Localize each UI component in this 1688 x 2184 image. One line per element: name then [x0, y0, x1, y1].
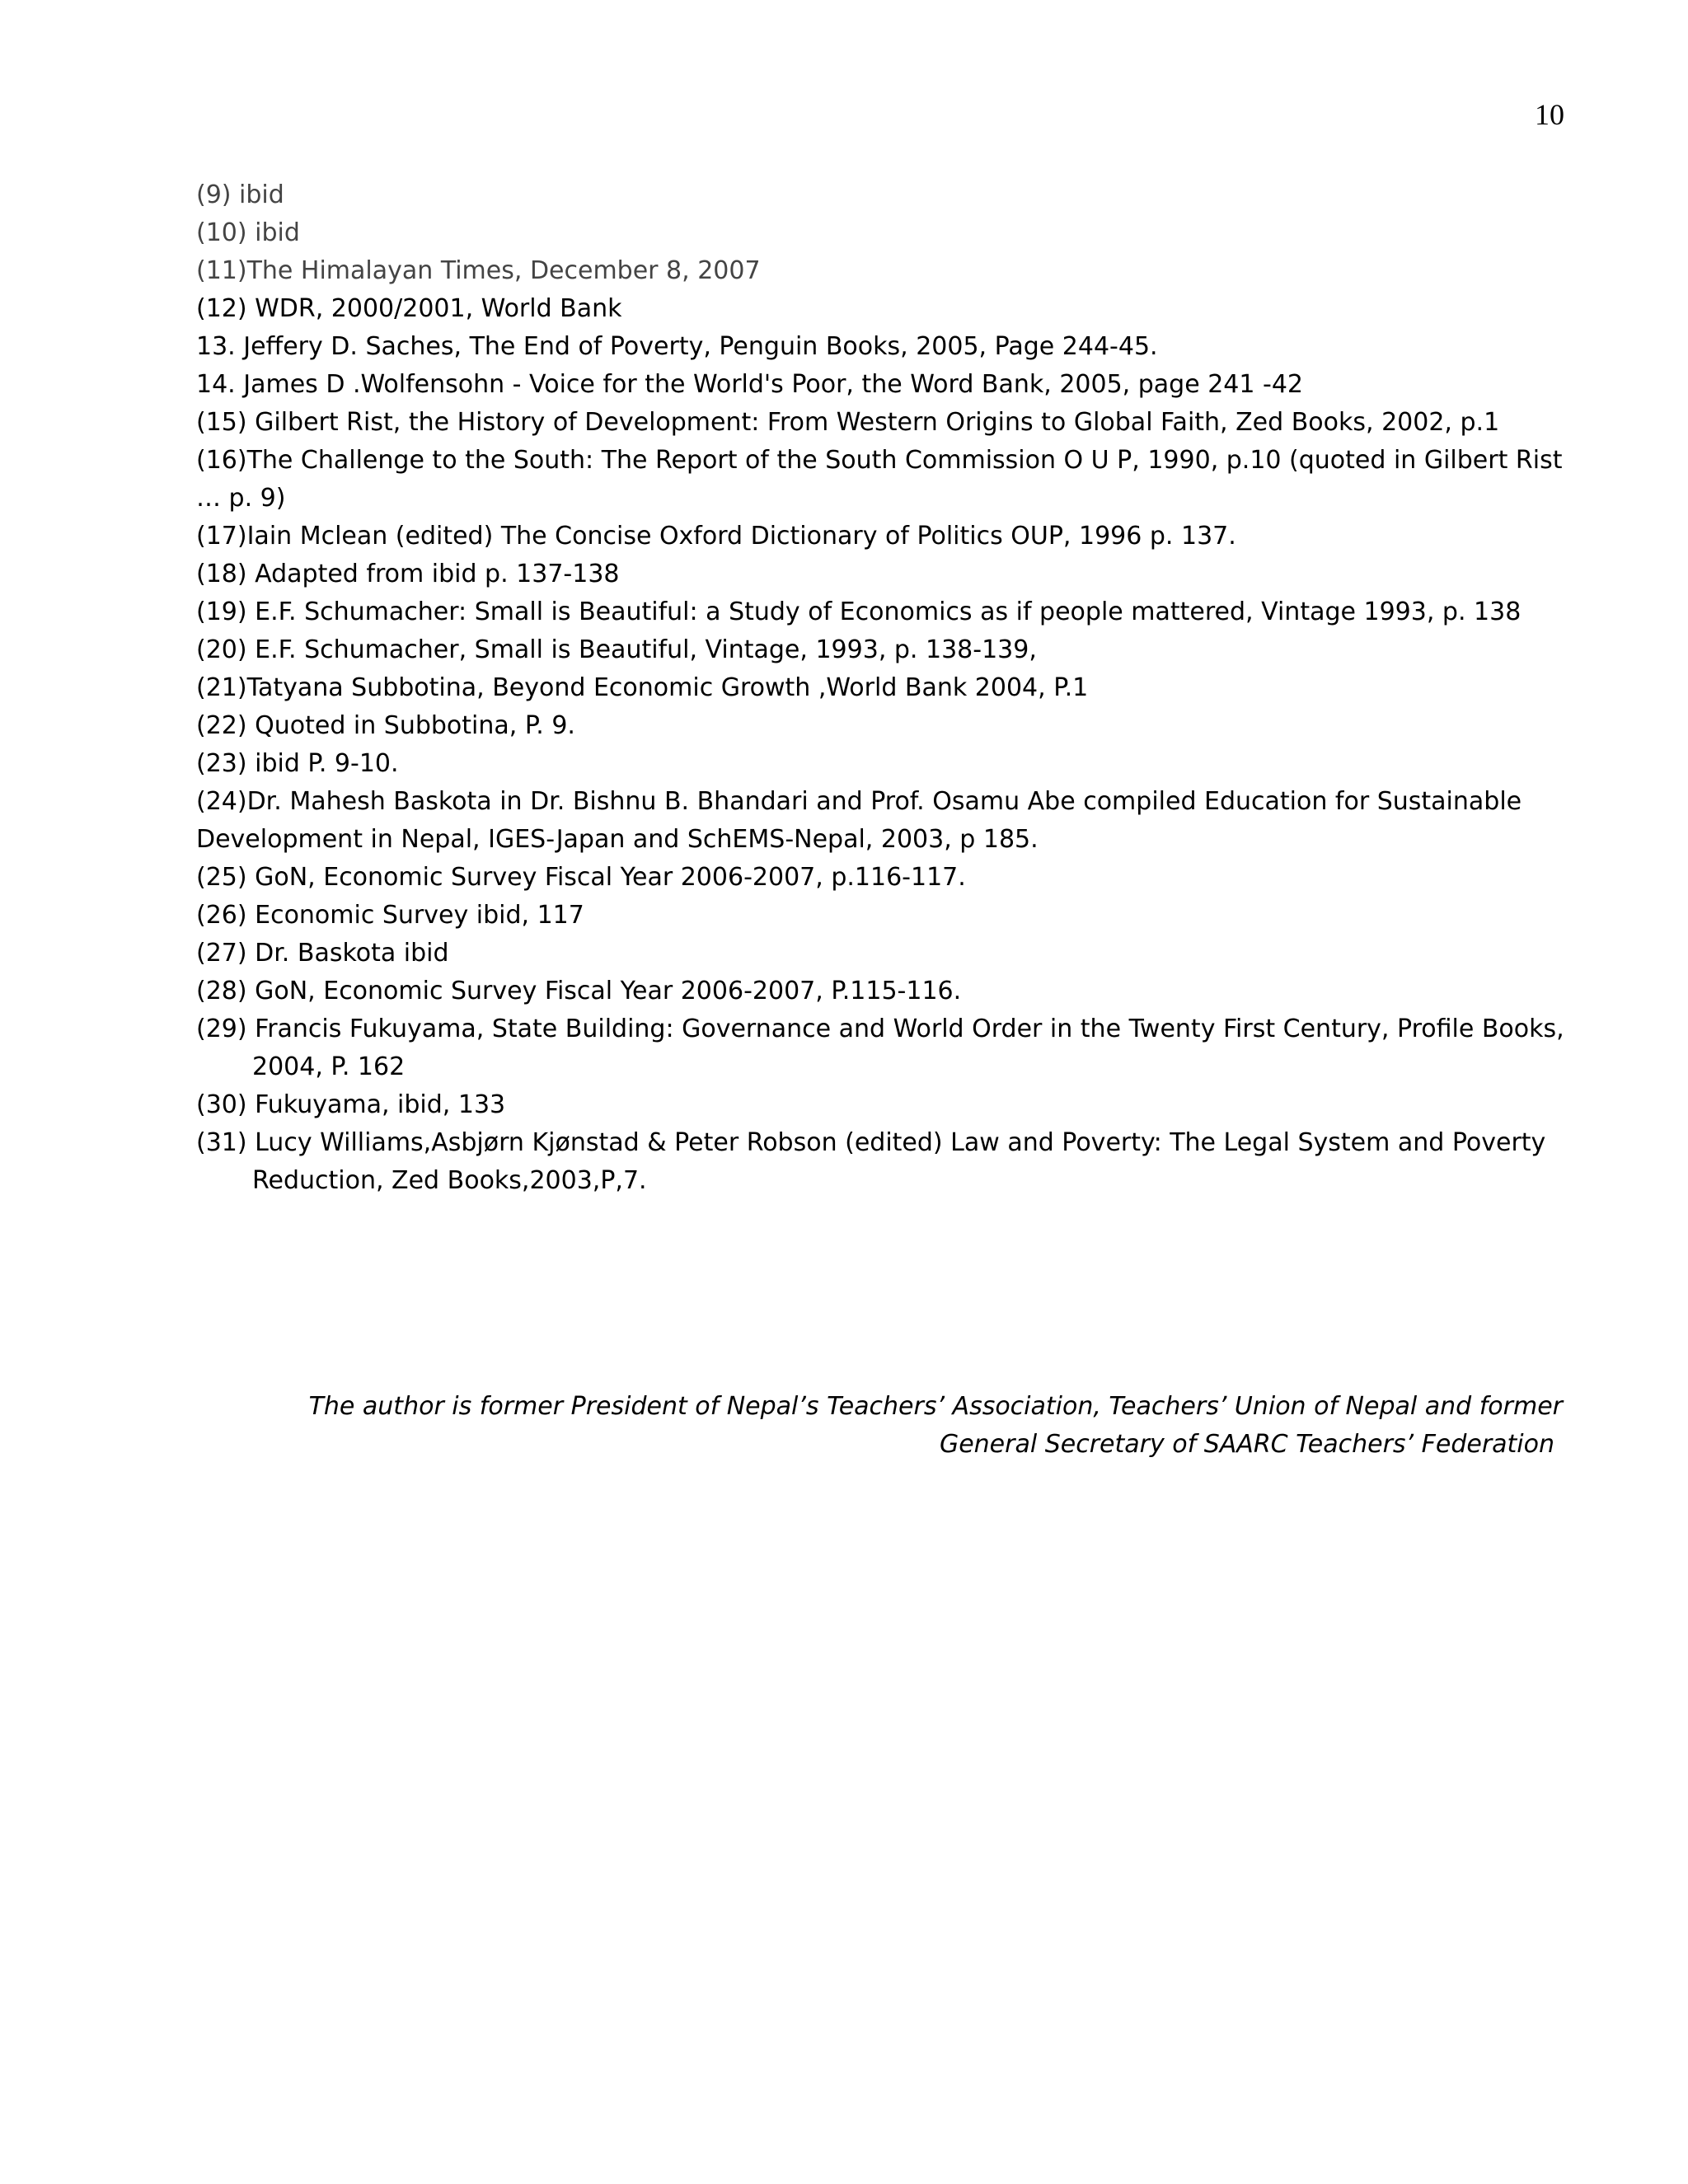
page-number: 10	[1535, 98, 1564, 131]
reference-item: (25) GoN, Economic Survey Fiscal Year 2006-2007, p.116-117.	[196, 863, 966, 892]
author-note-line: The author is former President of Nepal’s Teachers’ Association, Teachers’ Union of Nepal and former	[308, 1392, 1563, 1421]
reference-item: (15) Gilbert Rist, the History of Development: From Western Origins to Global Faith, Zed Books, 2002, p.1	[196, 408, 1500, 437]
reference-item: (28) GoN, Economic Survey Fiscal Year 2006-2007, P.115-116.	[196, 977, 962, 1005]
reference-item: (12) WDR, 2000/2001, World Bank	[196, 294, 622, 323]
references-list	[196, 176, 1573, 1200]
reference-item: (30) Fukuyama, ibid, 133	[196, 1090, 506, 1119]
reference-item: (22) Quoted in Subbotina, P. 9.	[196, 711, 575, 740]
reference-item: (26) Economic Survey ibid, 117	[196, 901, 584, 930]
reference-item: (16)The Challenge to the South: The Report of the South Commission O U P, 1990, p.10 (quoted in Gilbert Rist … p. 9)	[196, 446, 1563, 513]
reference-item: 13. Jeffery D. Saches, The End of Poverty, Penguin Books, 2005, Page 244-45.	[196, 332, 1158, 361]
author-note-line: General Secretary of SAARC Teachers’ Federation	[939, 1430, 1554, 1459]
reference-item: (17)Iain Mclean (edited) The Concise Oxford Dictionary of Politics OUP, 1996 p. 137.	[196, 522, 1236, 551]
reference-item: (21)Tatyana Subbotina, Beyond Economic Growth ,World Bank 2004, P.1	[196, 673, 1089, 702]
reference-item: (27) Dr. Baskota ibid	[196, 939, 449, 968]
reference-item: 14. James D .Wolfensohn - Voice for the World's Poor, the Word Bank, 2005, page 241 -42	[196, 370, 1303, 399]
reference-item: (23) ibid P. 9-10.	[196, 749, 399, 778]
reference-item: (10) ibid	[196, 218, 300, 247]
reference-item: (18) Adapted from ibid p. 137-138	[196, 560, 620, 588]
reference-item: (24)Dr. Mahesh Baskota in Dr. Bishnu B. Bhandari and Prof. Osamu Abe compiled Education for Sustainable Development in Nepal, IGES-Japan and SchEMS-Nepal, 2003, p 185.	[196, 787, 1522, 854]
reference-item: (9) ibid	[196, 180, 284, 209]
author-note	[162, 1388, 1563, 1464]
reference-item: (20) E.F. Schumacher, Small is Beautiful, Vintage, 1993, p. 138-139,	[196, 635, 1037, 664]
reference-item: (19) E.F. Schumacher: Small is Beautiful: a Study of Economics as if people mattered, Vintage 1993, p. 138	[196, 598, 1522, 626]
reference-item: (31) Lucy Williams,Asbjørn Kjønstad & Peter Robson (edited) Law and Poverty: The Legal System and Poverty Reduction, Zed Books,2003,P,7.	[196, 1128, 1546, 1195]
reference-item: (29) Francis Fukuyama, State Building: Governance and World Order in the Twenty First Century, Profile Books, 2004, P. 162	[196, 1015, 1564, 1081]
reference-item: (11)The Himalayan Times, December 8, 2007	[196, 256, 761, 285]
